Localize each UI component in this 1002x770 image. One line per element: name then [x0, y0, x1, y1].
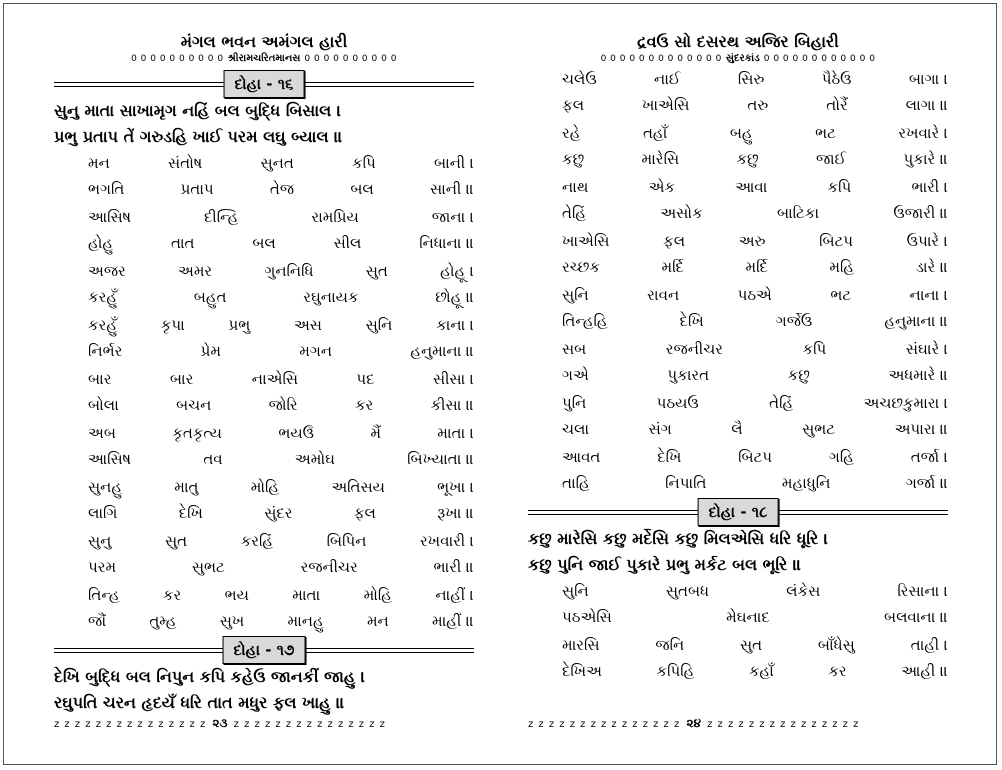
verse-word: માતા: [292, 586, 321, 604]
verse-word: સુત: [739, 636, 763, 654]
verse-line: [54, 554, 474, 580]
verse-word: તવ: [203, 450, 223, 468]
verse-word: અબ: [88, 424, 116, 442]
verse-word: બલ: [350, 180, 374, 198]
verse-word: સુનિ: [562, 582, 589, 600]
verse-word: હનુમાના ॥: [884, 312, 948, 330]
verse-word: કરહુઁ: [88, 288, 118, 306]
verse-word: તર્જા ।: [910, 448, 948, 466]
verse-word: રખવારે ।: [898, 124, 948, 142]
doha-18-banner: [528, 498, 948, 526]
verse-word: પ્રેમ: [200, 342, 221, 360]
verse-word: સુખ: [219, 612, 245, 630]
verse-word: અધમારે ॥: [888, 366, 948, 384]
verse-word: સુનત: [260, 154, 294, 172]
verse-word: દેખિઅ: [562, 662, 602, 680]
verse-word: રામપ્રિય: [311, 208, 359, 226]
verse-word: મહાધુનિ: [781, 474, 831, 492]
verse-word: તોરૈં: [826, 96, 848, 114]
verse-word: કપિહિ: [656, 662, 695, 680]
verse-line: [528, 174, 948, 200]
verse-word: માતુ: [174, 478, 199, 496]
kand-title: સુંદરકાંડ: [725, 53, 760, 64]
verse-line: [54, 608, 474, 634]
verse-line: [54, 392, 474, 418]
left-ornament-row: [54, 52, 474, 66]
page-number: ૨૩: [212, 716, 228, 730]
verse-word: સુનિ: [562, 286, 589, 304]
verse-word: ચલેઉ: [562, 70, 597, 88]
verse-word: ભય: [224, 586, 249, 604]
verse-word: નાથ: [562, 178, 589, 196]
verse-word: ઉજારી ॥: [893, 204, 948, 222]
verse-word: બાર: [88, 370, 112, 388]
verse-word: ભટ: [815, 124, 836, 142]
verse-word: મોહિ: [363, 586, 392, 604]
verse-word: ફલ: [562, 96, 585, 114]
right-chaupai-block-2: [528, 578, 948, 684]
verse-word: સુત: [164, 532, 188, 550]
verse-word: સુતબધ: [665, 582, 709, 600]
verse-word: આહી ॥: [901, 662, 948, 680]
verse-word: નિધાના ॥: [419, 234, 474, 252]
verse-word: અમોઘ: [294, 450, 335, 468]
verse-word: કર: [162, 586, 182, 604]
verse-word: અસોક: [660, 204, 703, 222]
verse-word: ભારી ॥: [433, 558, 474, 576]
verse-word: પ્રતાપ: [180, 180, 214, 198]
verse-word: આવત: [562, 448, 601, 466]
verse-word: બિટપ: [738, 448, 773, 466]
verse-word: નાના ।: [909, 286, 948, 304]
verse-word: પૈઠેઉ: [821, 70, 852, 88]
verse-word: સાની ॥: [429, 180, 474, 198]
doha-line: દેખિ બુદ્ધિ બલ નિપુન કપિ કહેઉ જાનકીં જાહુ ।: [54, 667, 366, 686]
verse-word: બિખ્યાતા ॥: [407, 450, 474, 468]
verse-word: મર્દિ: [661, 258, 684, 276]
verse-word: કાના ।: [436, 316, 474, 334]
verse-line: [528, 578, 948, 604]
verse-line: [54, 338, 474, 364]
verse-word: એક: [648, 178, 675, 196]
verse-word: હોહુ: [88, 234, 114, 252]
verse-word: સિરુ: [737, 70, 765, 88]
verse-word: માહીં ॥: [432, 612, 474, 630]
verse-line: [528, 254, 948, 280]
verse-word: રજનીચર: [300, 558, 358, 576]
ornament-pattern: 0 0 0 0 0 0 0 0 0 0: [131, 54, 224, 64]
verse-word: તુમ્હ: [149, 612, 177, 630]
verse-word: સીલ: [333, 234, 362, 252]
verse-word: કરહુઁ: [88, 316, 118, 334]
verse-word: અતિસય: [331, 478, 385, 496]
verse-word: બિટપ: [819, 232, 854, 250]
verse-word: લંકેસ: [786, 582, 821, 600]
doha-18-label: દોહા - ૧૮: [698, 498, 779, 526]
doha-line: કછુ મારેસિ કછુ મર્દેસિ કછુ મિલએસિ ધરિ ધૂરિ ।: [528, 529, 829, 548]
verse-line: [528, 632, 948, 658]
verse-line: [528, 390, 948, 416]
verse-word: લૈ: [731, 420, 743, 438]
verse-word: પઠએસિ: [562, 608, 612, 626]
verse-word: નિર્ભર: [88, 342, 123, 360]
verse-line: [528, 92, 948, 118]
verse-line: [528, 120, 948, 146]
verse-line: [528, 416, 948, 442]
verse-word: સુનુ: [88, 532, 112, 550]
verse-word: તરુ: [747, 96, 769, 114]
verse-word: સબ: [562, 340, 587, 358]
verse-line: [528, 362, 948, 388]
verse-word: ભટ: [830, 286, 852, 304]
book-title: શ્રીરામચરિતમાનસ: [227, 53, 301, 64]
doha-16-banner: [54, 70, 474, 98]
verse-word: અપારા ॥: [894, 420, 948, 438]
verse-word: મૈં: [370, 424, 381, 442]
verse-word: કૃપા: [160, 316, 185, 334]
verse-word: પઠએ: [737, 286, 772, 304]
verse-word: અચછકુમારા ।: [863, 394, 948, 412]
verse-word: સંઘારે ।: [905, 340, 948, 358]
verse-word: કછુ: [562, 150, 585, 168]
doha-line: પ્રભુ પ્રતાપ તેં ગરુડહિ ખાઈ પરમ લઘુ બ્યાલ ॥: [54, 127, 343, 146]
verse-line: [528, 308, 948, 334]
verse-word: ફલ: [663, 232, 686, 250]
verse-word: ગર્જા ॥: [905, 474, 948, 492]
verse-word: રખવારી ।: [420, 532, 474, 550]
verse-word: કછુ: [736, 150, 759, 168]
verse-word: મારસિ: [562, 636, 600, 654]
footer-ornament: z z z z z z z z z z z z z z z: [54, 719, 207, 730]
doha-line: સુનુ માતા સાખામૃગ નહિં બલ બુદ્ધિ બિસાલ ।: [54, 101, 342, 120]
verse-word: નાહીં ।: [435, 586, 474, 604]
verse-word: કરહિં: [240, 532, 274, 550]
verse-line: [54, 582, 474, 608]
verse-line: [528, 336, 948, 362]
doha-16-label: દોહા - ૧૬: [224, 70, 305, 98]
verse-word: આસિષ: [88, 450, 132, 468]
verse-word: ખાએસિ: [562, 232, 610, 250]
verse-word: જૌં: [88, 612, 107, 630]
verse-word: છોહૂ ॥: [435, 288, 474, 306]
right-page-footer: [528, 716, 859, 731]
verse-line: [528, 200, 948, 226]
verse-word: બલ: [252, 234, 276, 252]
verse-word: પુનિ: [562, 394, 587, 412]
verse-word: પુકારે ॥: [903, 150, 948, 168]
verse-word: તેજ: [269, 180, 295, 198]
verse-word: મગન: [299, 342, 332, 360]
verse-line: [54, 366, 474, 392]
verse-line: [528, 470, 948, 496]
verse-word: દેખિ: [178, 504, 203, 522]
verse-word: ગએ: [562, 366, 589, 384]
verse-word: ભૂખા ।: [437, 478, 474, 496]
verse-word: જાના ।: [431, 208, 474, 226]
verse-word: રઘુનાયક: [303, 288, 359, 306]
verse-word: અસ: [293, 316, 322, 334]
footer-ornament: z z z z z z z z z z z z z z z: [707, 719, 860, 730]
verse-word: દેખિ: [679, 312, 704, 330]
doha-line: રઘુપતિ ચરન હૃદયઁ ધરિ તાત મધુર ફલ ખાહુ ॥: [54, 693, 345, 712]
verse-word: સંગ: [648, 420, 672, 438]
verse-word: ડારે ॥: [915, 258, 948, 276]
verse-word: નાઈ: [654, 70, 681, 88]
verse-word: જનિ: [655, 636, 685, 654]
verse-word: કપિ: [802, 340, 827, 358]
verse-word: અમર: [178, 262, 213, 280]
verse-word: મર્દિ: [745, 258, 768, 276]
verse-word: મન: [88, 154, 110, 172]
verse-word: કહાઁ: [748, 662, 774, 680]
verse-line: [528, 228, 948, 254]
verse-line: [528, 282, 948, 308]
left-page-header: મંગલ ભવન અમંગલ હારી: [180, 32, 348, 51]
verse-word: બહુત: [193, 288, 227, 306]
doha-line: કછુ પુનિ જાઈ પુકારે પ્રભુ મર્કટ બલ ભૂરિ ॥: [528, 555, 802, 574]
verse-line: [528, 604, 948, 630]
verse-word: રચ્છક: [562, 258, 600, 276]
doha-17-banner: [54, 636, 474, 664]
verse-word: માનહુ: [287, 612, 324, 630]
verse-line: [528, 66, 948, 92]
verse-word: રાવન: [647, 286, 680, 304]
footer-ornament: z z z z z z z z z z z z z z z: [528, 719, 681, 730]
verse-word: દીન્હિ: [204, 208, 239, 226]
verse-word: નિપાતિ: [665, 474, 707, 492]
verse-word: આવા: [735, 178, 768, 196]
verse-line: [54, 176, 474, 202]
ornament-pattern: 0 0 0 0 0 0 0 0 0 0 0 0: [763, 54, 876, 64]
verse-word: પઠયઉ: [656, 394, 699, 412]
verse-word: બાગા ।: [908, 70, 948, 88]
page-number: ૨૪: [686, 716, 701, 730]
verse-word: બાર: [169, 370, 194, 388]
verse-word: અરુ: [738, 232, 766, 250]
verse-word: સુનહુ: [88, 478, 122, 496]
verse-word: ખાએસિ: [642, 96, 690, 114]
verse-word: જાઈ: [816, 150, 847, 168]
verse-line: [54, 204, 474, 230]
verse-line: [54, 150, 474, 176]
verse-word: તહાઁ: [642, 124, 668, 142]
verse-word: તાહી ।: [910, 636, 948, 654]
verse-word: પદ: [356, 370, 375, 388]
verse-word: અજર: [88, 262, 126, 280]
verse-word: ગહિ: [828, 448, 854, 466]
verse-word: પરમ: [88, 558, 117, 576]
verse-word: તાત: [170, 234, 195, 252]
left-chaupai-block: [54, 150, 474, 634]
verse-line: [528, 658, 948, 684]
verse-word: તિન્હહિ: [562, 312, 608, 330]
verse-word: ફલ: [353, 504, 376, 522]
right-chaupai-block: [528, 66, 948, 496]
ornament-pattern: 0 0 0 0 0 0 0 0 0 0 0 0 0: [600, 54, 722, 64]
verse-line: [54, 258, 474, 284]
verse-word: સીસા ।: [432, 370, 474, 388]
verse-line: [54, 474, 474, 500]
right-page: [528, 32, 948, 686]
verse-word: સુભટ: [191, 558, 225, 576]
footer-ornament: z z z z z z z z z z z z z z z: [233, 719, 386, 730]
verse-word: સંતોષ: [168, 154, 203, 172]
verse-word: રૂખા ॥: [437, 504, 474, 522]
verse-line: [54, 500, 474, 526]
verse-word: બિપિન: [326, 532, 367, 550]
verse-line: [54, 312, 474, 338]
verse-word: બાઁધેસુ: [817, 636, 855, 654]
verse-word: ગર્જેઉ: [775, 312, 813, 330]
verse-word: કીસા ॥: [430, 396, 474, 414]
verse-word: તાહિ: [562, 474, 590, 492]
verse-word: બહુ: [729, 124, 753, 142]
verse-word: નાએસિ: [251, 370, 298, 388]
verse-word: મારેસિ: [641, 150, 680, 168]
verse-word: તેહિં: [769, 394, 794, 412]
verse-word: બાની ।: [434, 154, 474, 172]
verse-line: [54, 284, 474, 310]
verse-word: બચન: [176, 396, 212, 414]
left-page-footer: [54, 716, 386, 731]
verse-word: મન: [366, 612, 389, 630]
verse-word: કર: [354, 396, 374, 414]
verse-word: રહે: [562, 124, 581, 142]
verse-word: હોહૂ ।: [440, 262, 474, 280]
right-page-header: દ્રવઉ સો દસરથ અજિર બિહારી: [637, 32, 839, 51]
verse-word: લાગિ: [88, 504, 118, 522]
left-page: [54, 32, 474, 716]
verse-word: ઉપારે ।: [906, 232, 948, 250]
verse-word: ભારી ।: [911, 178, 948, 196]
verse-word: પુકારત: [667, 366, 710, 384]
verse-word: કર: [828, 662, 847, 680]
verse-word: કછુ: [787, 366, 810, 384]
verse-line: [54, 446, 474, 472]
right-ornament-row: [528, 52, 948, 66]
verse-word: કપિ: [352, 154, 376, 172]
verse-line: [54, 420, 474, 446]
verse-line: [54, 528, 474, 554]
verse-word: બાટિકા: [776, 204, 820, 222]
verse-word: રિસાના ।: [897, 582, 948, 600]
ornament-pattern: 0 0 0 0 0 0 0 0 0 0: [304, 54, 397, 64]
verse-word: મોહિ: [250, 478, 280, 496]
verse-line: [528, 444, 948, 470]
verse-word: આસિષ: [88, 208, 132, 226]
verse-word: હનુમાના ॥: [410, 342, 474, 360]
verse-word: સુનિ: [365, 316, 393, 334]
verse-word: જોરિ: [268, 396, 298, 414]
verse-word: સુત: [365, 262, 388, 280]
verse-line: [54, 230, 474, 256]
verse-word: બોલા: [88, 396, 119, 414]
verse-word: ગુનનિધિ: [264, 262, 314, 280]
verse-word: સુભટ: [802, 420, 836, 438]
verse-word: કપિ: [827, 178, 852, 196]
verse-line: [528, 146, 948, 172]
verse-word: ભગતિ: [88, 180, 125, 198]
verse-word: પ્રભુ: [228, 316, 251, 334]
verse-word: માતા ।: [437, 424, 474, 442]
verse-word: સુંદર: [264, 504, 293, 522]
verse-word: તિન્હ: [88, 586, 120, 604]
verse-word: ચલા: [562, 420, 590, 438]
verse-word: લાગા ॥: [905, 96, 948, 114]
verse-word: દેખિ: [657, 448, 682, 466]
verse-word: રજનીચર: [665, 340, 723, 358]
verse-word: બલવાના ॥: [884, 608, 948, 626]
verse-word: ભયઉઁ: [278, 424, 314, 442]
verse-word: તેહિં: [562, 204, 587, 222]
verse-word: મહિ: [829, 258, 855, 276]
verse-word: મેઘનાદ: [726, 608, 770, 626]
verse-word: કૃતકૃત્ય: [172, 424, 222, 442]
doha-17-label: દોહા - ૧૭: [223, 636, 306, 664]
